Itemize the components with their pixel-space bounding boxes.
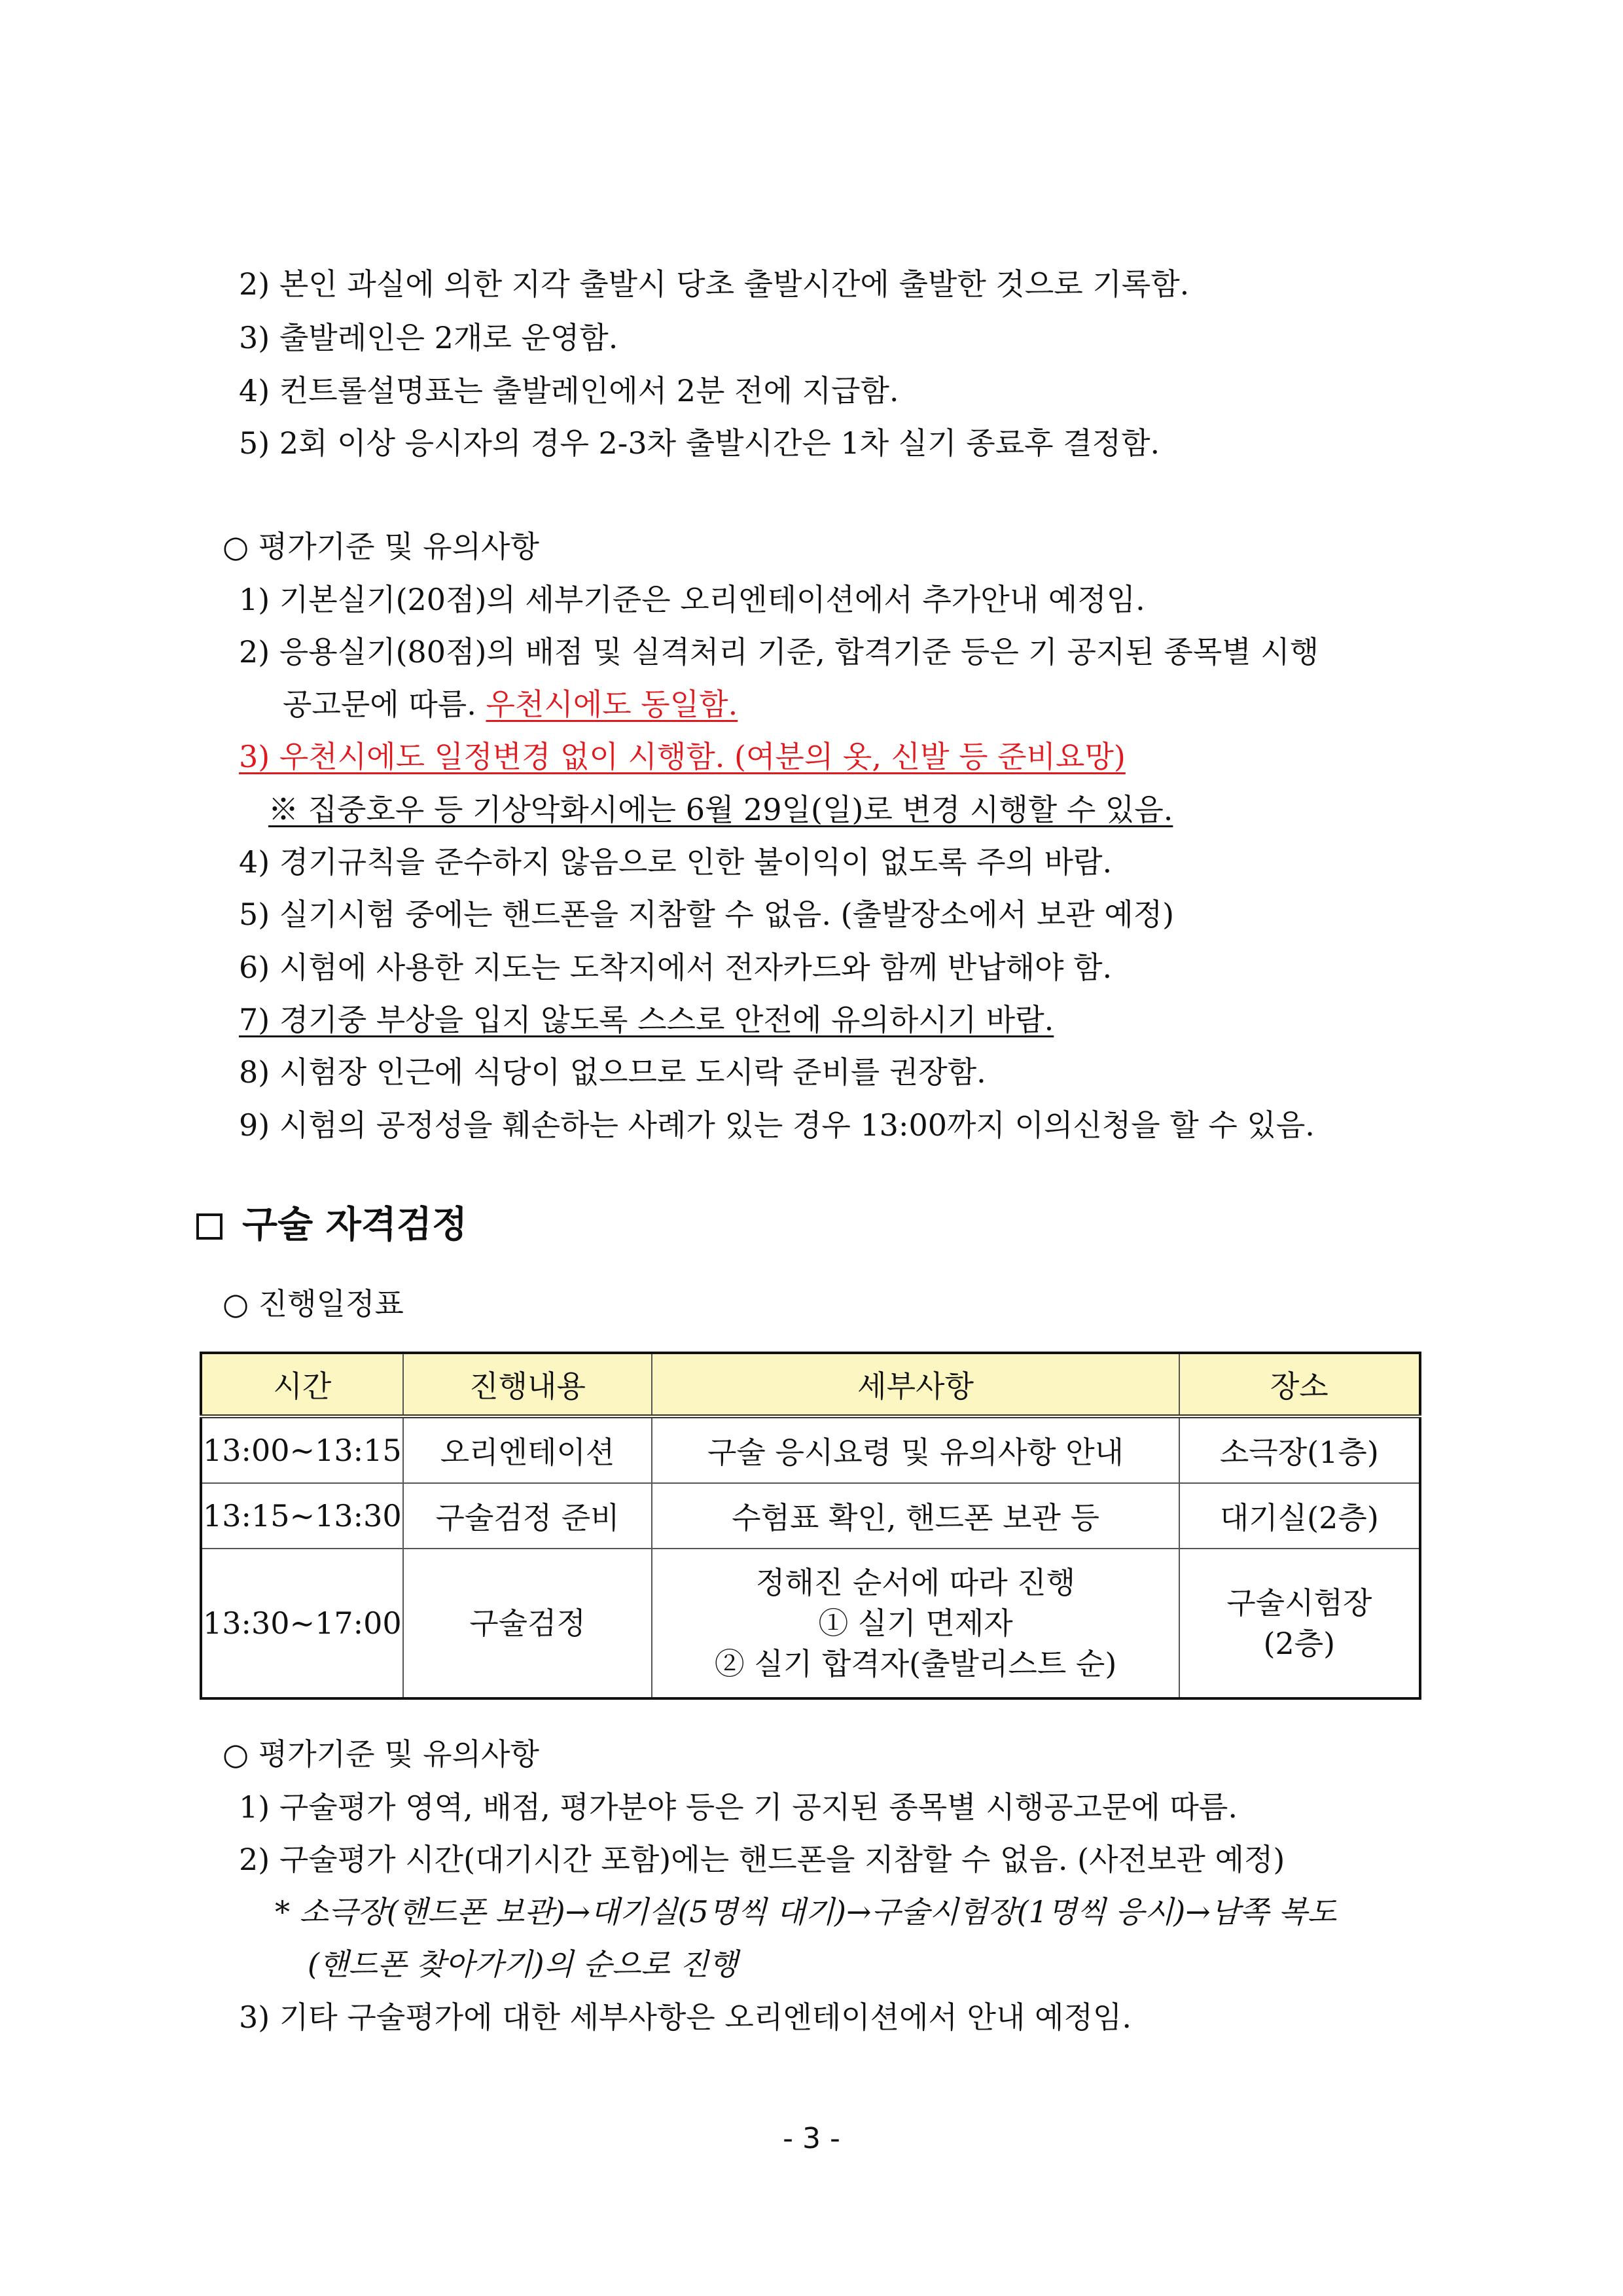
square-bullet-icon <box>196 1213 223 1240</box>
list-item: 4) 경기규칙을 준수하지 않음으로 인한 불이익이 없도록 주의 바람. <box>239 844 1113 880</box>
list-item: 6) 시험에 사용한 지도는 도착지에서 전자카드와 함께 반납해야 함. <box>239 950 1113 985</box>
list-item: 2) 응용실기(80점)의 배점 및 실격처리 기준, 합격기준 등은 기 공지된 종목별 시행 <box>239 634 1319 670</box>
list-item: 5) 2회 이상 응시자의 경우 2-3차 출발시간은 1차 실기 종료후 결정함. <box>239 425 1160 461</box>
header-detail: 세부사항 <box>652 1353 1179 1416</box>
list-item-continuation <box>283 685 738 723</box>
detail-line: ② 실기 합격자(출발리스트 순) <box>714 1646 1117 1681</box>
cell-content: 구술검정 준비 <box>403 1483 652 1549</box>
cell-content: 오리엔테이션 <box>403 1416 652 1483</box>
detail-line: 정해진 순서에 따라 진행 <box>755 1565 1076 1600</box>
page-number: - 3 - <box>783 2122 840 2155</box>
header-time: 시간 <box>201 1353 403 1416</box>
section-title-text: 구술 자격검정 <box>242 1204 468 1246</box>
cell-place: 소극장(1층) <box>1179 1416 1420 1483</box>
cell-place: 대기실(2층) <box>1179 1483 1420 1549</box>
list-item: 9) 시험의 공정성을 훼손하는 사례가 있는 경우 13:00까지 이의신청을 할 수 있음. <box>239 1107 1315 1143</box>
list-item: 4) 컨트롤설명표는 출발레인에서 2분 전에 지급함. <box>239 373 899 408</box>
rain-note-red: 우천시에도 동일함. <box>486 687 738 722</box>
rain-policy-item: 3) 우천시에도 일정변경 없이 시행함. (여분의 옷, 신발 등 준비요망) <box>239 739 1126 774</box>
section-heading-criteria: ○ 평가기준 및 유의사항 <box>223 1736 539 1772</box>
section-heading-criteria: ○ 평가기준 및 유의사항 <box>223 529 539 564</box>
cell-time: 13:00~13:15 <box>201 1416 403 1483</box>
table-header-row <box>201 1353 1420 1416</box>
list-item: 2) 본인 과실에 의한 지각 출발시 당초 출발시간에 출발한 것으로 기록함. <box>239 266 1190 302</box>
place-line: 구술시험장 <box>1226 1585 1372 1621</box>
cell-detail: 구술 응시요령 및 유의사항 안내 <box>652 1416 1179 1483</box>
list-item: 1) 기본실기(20점)의 세부기준은 오리엔테이션에서 추가안내 예정임. <box>239 582 1145 617</box>
list-item: 5) 실기시험 중에는 핸드폰을 지참할 수 없음. (출발장소에서 보관 예정) <box>239 897 1175 932</box>
procedure-note: * 소극장(핸드폰 보관)→대기실(5명씩 대기)→구술시험장(1명씩 응시)→남쪽 복도 <box>275 1894 1337 1929</box>
table-row <box>201 1416 1420 1483</box>
place-line: (2층) <box>1263 1626 1336 1661</box>
procedure-note-continuation: (핸드폰 찾아가기)의 순으로 진행 <box>308 1946 738 1982</box>
list-item: 2) 구술평가 시간(대기시간 포함)에는 핸드폰을 지참할 수 없음. (사전보관 예정) <box>239 1842 1285 1877</box>
section-title <box>196 1202 467 1248</box>
list-item-text: 공고문에 따름. <box>283 687 476 722</box>
table-row <box>201 1483 1420 1549</box>
cell-content: 구술검정 <box>403 1549 652 1698</box>
cell-detail: 수험표 확인, 핸드폰 보관 등 <box>652 1483 1179 1549</box>
table-row <box>201 1549 1420 1698</box>
header-place: 장소 <box>1179 1353 1420 1416</box>
list-item: 3) 출발레인은 2개로 운영함. <box>239 320 618 355</box>
schedule-table <box>200 1352 1421 1700</box>
safety-item: 7) 경기중 부상을 입지 않도록 스스로 안전에 유의하시기 바람. <box>239 1002 1054 1037</box>
list-item: 1) 구술평가 영역, 배점, 평가분야 등은 기 공지된 종목별 시행공고문에 따름. <box>239 1789 1238 1825</box>
header-content: 진행내용 <box>403 1353 652 1416</box>
list-item: 8) 시험장 인근에 식당이 없으므로 도시락 준비를 권장함. <box>239 1054 986 1090</box>
cell-detail <box>652 1549 1179 1698</box>
cell-time: 13:15~13:30 <box>201 1483 403 1549</box>
weather-note: ※ 집중호우 등 기상악화시에는 6월 29일(일)로 변경 시행할 수 있음. <box>268 792 1173 827</box>
detail-line: ① 실기 면제자 <box>818 1605 1013 1641</box>
cell-place <box>1179 1549 1420 1698</box>
schedule-heading: ○ 진행일정표 <box>223 1286 404 1321</box>
cell-time: 13:30~17:00 <box>201 1549 403 1698</box>
list-item: 3) 기타 구술평가에 대한 세부사항은 오리엔테이션에서 안내 예정임. <box>239 2000 1132 2035</box>
